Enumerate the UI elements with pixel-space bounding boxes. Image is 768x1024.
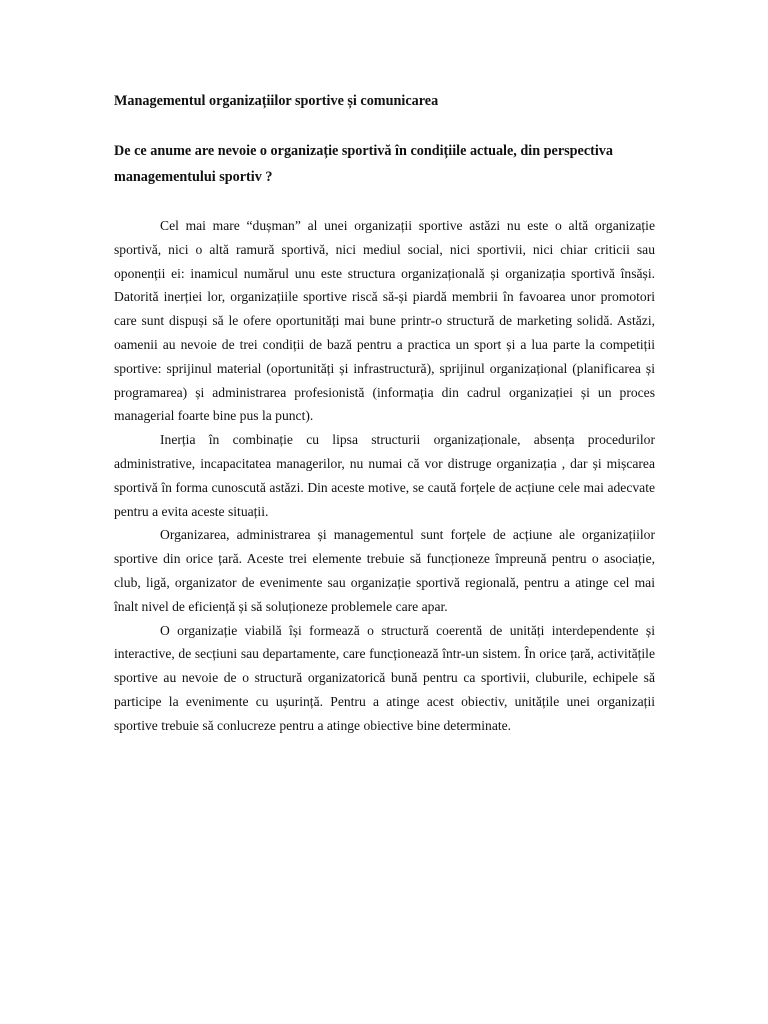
paragraph: Cel mai mare “dușman” al unei organizații sportive astăzi nu este o altă organizație sportivă, nici o altă ramură sportivă, nici mediul social, nici sportivii, nici chiar criticii sau oponenții ei: inamicul numărul unu este structura organizațională și organizația sportivă însăși. Datorită inerției lor, organizațiile sportive riscă să-și piardă membrii în favoarea unor promotori care sunt dispuși să le ofere oportunități mai bune printr-o structură de marketing solidă. Astăzi, oamenii au nevoie de trei condiții de bază pentru a practica un sport și a lua parte la competiții sportive: sprijinul material (oportunități și infrastructură), sprijinul organizațional (planificarea și programarea) și administrarea profesionistă (informația din cadrul organizației și un proces managerial foarte bine pus la punct).	[114, 218, 655, 424]
paragraph: Organizarea, administrarea și managementul sunt forțele de acțiune ale organizațiilor sportive din orice țară. Aceste trei elemente trebuie să funcționeze împreună pentru o asociație, club, ligă, organizator de evenimente sau organizație sportivă regională, pentru a atinge cel mai înalt nivel de eficiență și să soluționeze problemele care apar.	[114, 527, 655, 614]
document-title: Managementul organizațiilor sportive și comunicarea	[114, 93, 439, 109]
section-question: De ce anume are nevoie o organizație sportivă în condițiile actuale, din perspectiva managementului sportiv ?	[114, 143, 613, 185]
paragraph: Inerția în combinație cu lipsa structurii organizaționale, absența procedurilor administrative, incapacitatea managerilor, nu numai că vor distruge organizația , dar și mișcarea sportivă în forma cunoscută astăzi. Din aceste motive, se caută forțele de acțiune cele mai adecvate pentru a evita aceste situații.	[114, 432, 655, 519]
paragraph: O organizație viabilă își formează o structură coerentă de unități interdependente și interactive, de secțiuni sau departamente, care funcționează într-un sistem. În orice țară, activitățile sportive au nevoie de o structură organizatorică bună pentru ca sportivii, cluburile, echipele să participe la evenimente cu ușurință. Pentru a atinge acest obiectiv, unitățile unei organizații sportive trebuie să conlucreze pentru a atinge obiective bine determinate.	[114, 622, 655, 733]
body-text	[114, 214, 655, 738]
